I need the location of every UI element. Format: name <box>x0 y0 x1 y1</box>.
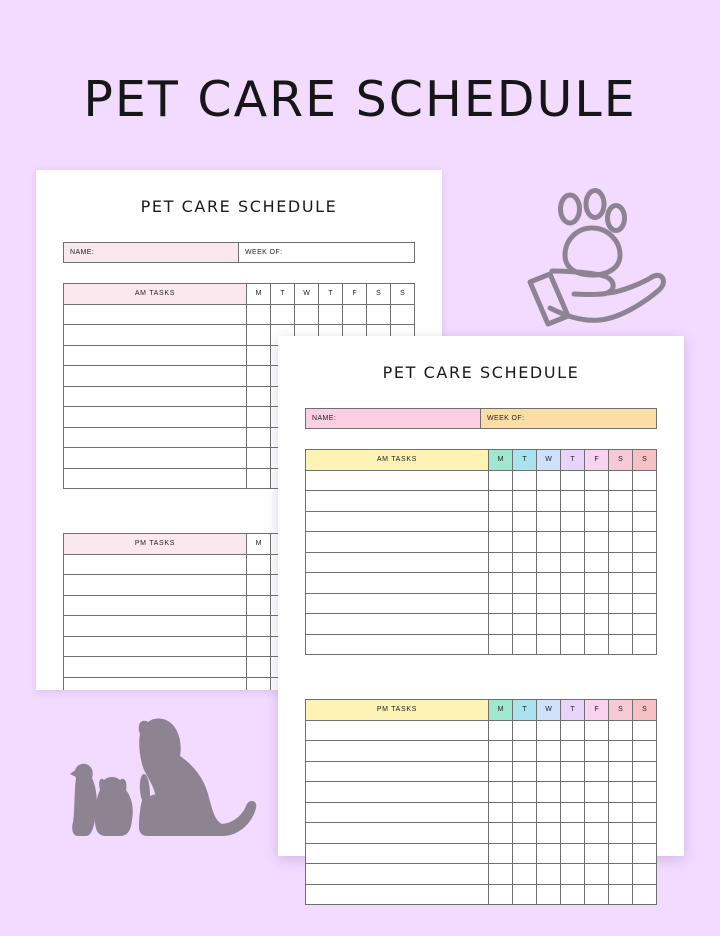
table-row[interactable] <box>306 823 657 844</box>
table-row[interactable] <box>306 511 657 532</box>
task-cell[interactable] <box>306 884 489 905</box>
table-header-row <box>306 450 657 471</box>
task-cell[interactable] <box>64 575 247 596</box>
task-cell[interactable] <box>306 491 489 512</box>
table-row[interactable] <box>306 614 657 635</box>
am-tasks-body-front <box>306 470 657 655</box>
task-cell[interactable] <box>306 614 489 635</box>
task-cell[interactable] <box>64 595 247 616</box>
day-col-m: M <box>247 284 271 305</box>
table-row[interactable] <box>306 761 657 782</box>
day-col-t2: T <box>561 450 585 471</box>
name-field-label[interactable]: NAME: <box>64 243 239 262</box>
table-row[interactable] <box>64 304 415 325</box>
task-cell[interactable] <box>64 386 247 407</box>
task-cell[interactable] <box>306 823 489 844</box>
pm-tasks-header: PM TASKS <box>306 700 489 721</box>
task-cell[interactable] <box>306 532 489 553</box>
table-row[interactable] <box>306 552 657 573</box>
task-cell[interactable] <box>64 448 247 469</box>
task-cell[interactable] <box>64 345 247 366</box>
table-row[interactable] <box>306 573 657 594</box>
day-col-f: F <box>343 284 367 305</box>
table-row[interactable] <box>306 491 657 512</box>
task-cell[interactable] <box>64 677 247 690</box>
task-cell[interactable] <box>306 720 489 741</box>
day-col-m: M <box>489 450 513 471</box>
day-col-s2: S <box>391 284 415 305</box>
table-row[interactable] <box>306 884 657 905</box>
table-row[interactable] <box>306 843 657 864</box>
task-cell[interactable] <box>306 511 489 532</box>
table-row[interactable] <box>306 741 657 762</box>
task-cell[interactable] <box>64 554 247 575</box>
table-row[interactable] <box>306 864 657 885</box>
table-header-row <box>306 700 657 721</box>
day-col-t1: T <box>271 284 295 305</box>
table-row[interactable] <box>306 634 657 655</box>
day-col-m: M <box>247 534 271 555</box>
table-row[interactable] <box>306 593 657 614</box>
pm-tasks-table-front <box>305 699 657 905</box>
day-col-s1: S <box>609 700 633 721</box>
task-cell[interactable] <box>306 470 489 491</box>
day-col-w: W <box>295 284 319 305</box>
day-col-w: W <box>537 700 561 721</box>
sheet-title: PET CARE SCHEDULE <box>382 363 580 382</box>
pm-tasks-header: PM TASKS <box>64 534 247 555</box>
am-tasks-header: AM TASKS <box>64 284 247 305</box>
task-cell[interactable] <box>306 802 489 823</box>
day-col-f: F <box>585 700 609 721</box>
table-row[interactable] <box>306 782 657 803</box>
task-cell[interactable] <box>306 782 489 803</box>
pets-silhouette-icon <box>62 712 267 842</box>
am-tasks-table-front <box>305 449 657 655</box>
day-col-f: F <box>585 450 609 471</box>
day-col-t1: T <box>513 450 537 471</box>
day-col-t2: T <box>561 700 585 721</box>
day-col-m: M <box>489 700 513 721</box>
day-col-w: W <box>537 450 561 471</box>
task-cell[interactable] <box>64 325 247 346</box>
week-field-label[interactable]: WEEK OF: <box>239 243 414 262</box>
task-cell[interactable] <box>64 366 247 387</box>
pm-tasks-body-front <box>306 720 657 905</box>
task-cell[interactable] <box>306 593 489 614</box>
page-title: PET CARE SCHEDULE <box>83 70 637 128</box>
task-cell[interactable] <box>64 657 247 678</box>
day-col-s2: S <box>633 700 657 721</box>
table-row[interactable] <box>306 532 657 553</box>
task-cell[interactable] <box>306 843 489 864</box>
schedule-sheet-front <box>278 336 684 856</box>
task-cell[interactable] <box>64 407 247 428</box>
day-col-t1: T <box>513 700 537 721</box>
paw-hand-icon <box>492 176 667 336</box>
task-cell[interactable] <box>306 634 489 655</box>
task-cell[interactable] <box>64 304 247 325</box>
table-row[interactable] <box>306 720 657 741</box>
table-header-row <box>64 284 415 305</box>
task-cell[interactable] <box>306 552 489 573</box>
day-col-t2: T <box>319 284 343 305</box>
task-cell[interactable] <box>64 616 247 637</box>
table-row[interactable] <box>306 470 657 491</box>
name-week-row <box>63 242 415 263</box>
task-cell[interactable] <box>64 468 247 489</box>
task-cell[interactable] <box>306 741 489 762</box>
task-cell[interactable] <box>306 573 489 594</box>
day-col-s2: S <box>633 450 657 471</box>
name-week-row <box>305 408 657 429</box>
day-col-s1: S <box>367 284 391 305</box>
task-cell[interactable] <box>64 636 247 657</box>
table-row[interactable] <box>306 802 657 823</box>
day-col-s1: S <box>609 450 633 471</box>
task-cell[interactable] <box>64 427 247 448</box>
task-cell[interactable] <box>306 864 489 885</box>
week-field-label[interactable]: WEEK OF: <box>481 409 656 428</box>
sheet-title: PET CARE SCHEDULE <box>140 197 338 216</box>
task-cell[interactable] <box>306 761 489 782</box>
am-tasks-header: AM TASKS <box>306 450 489 471</box>
name-field-label[interactable]: NAME: <box>306 409 481 428</box>
